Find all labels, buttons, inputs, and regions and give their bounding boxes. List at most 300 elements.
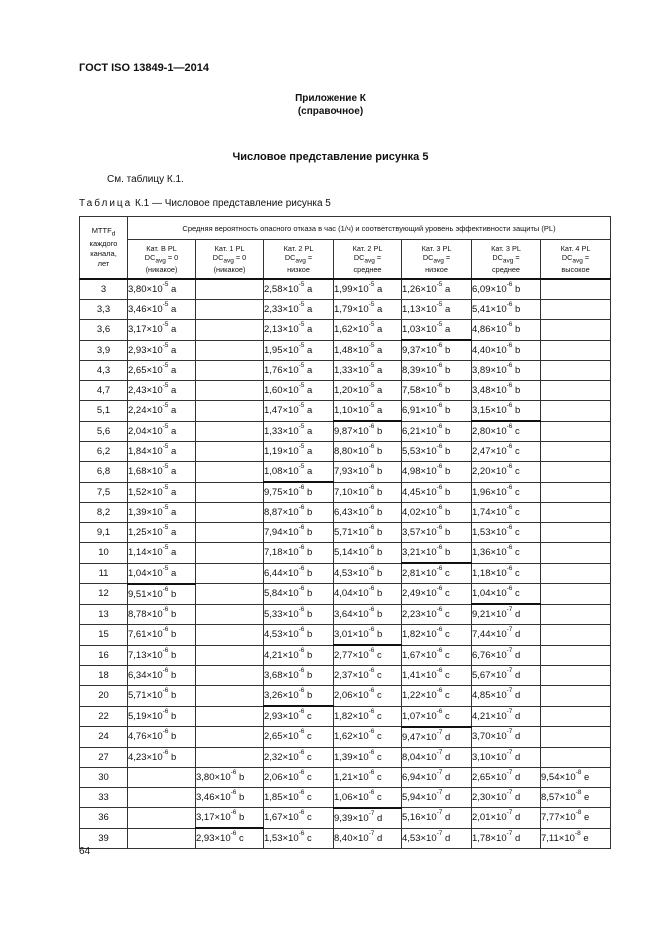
table-row bbox=[80, 767, 611, 787]
value-cell bbox=[128, 523, 196, 543]
value-mantissa: 4,85×10 bbox=[472, 690, 507, 702]
value-exponent: -5 bbox=[298, 362, 305, 369]
mttf-cell: 3,3 bbox=[80, 300, 128, 320]
value-pl: b bbox=[307, 567, 313, 579]
value-cell bbox=[264, 828, 334, 849]
value-exponent: -8 bbox=[575, 788, 582, 796]
value-cell bbox=[541, 340, 611, 361]
value-cell bbox=[402, 482, 472, 503]
value-pl: e bbox=[584, 812, 590, 824]
value-mantissa: 1,52×10 bbox=[128, 486, 163, 498]
value-pl: a bbox=[377, 365, 383, 376]
value-pl: b bbox=[377, 527, 383, 538]
value-pl: b bbox=[307, 670, 313, 681]
value-pl: d bbox=[377, 832, 383, 844]
value-exponent: -5 bbox=[162, 281, 169, 288]
value-exponent: -6 bbox=[436, 504, 443, 511]
value-pl: b bbox=[171, 649, 177, 661]
table-row bbox=[80, 421, 611, 442]
value-cell bbox=[128, 401, 196, 422]
value-cell bbox=[128, 706, 196, 727]
value-exponent: -6 bbox=[506, 281, 513, 288]
value-mantissa: 1,20×10 bbox=[334, 385, 369, 396]
value-cell bbox=[472, 645, 541, 666]
value-mantissa: 2,80×10 bbox=[472, 426, 507, 437]
value-cell bbox=[128, 300, 196, 320]
value-cell bbox=[402, 686, 472, 707]
col-level: (никакое) bbox=[145, 265, 178, 275]
value-pl: b bbox=[377, 507, 383, 518]
mttf-cell: 6,8 bbox=[80, 462, 128, 483]
mttf-cell: 39 bbox=[80, 828, 128, 849]
value-exponent: -5 bbox=[298, 301, 305, 308]
value-exponent: -6 bbox=[436, 565, 443, 572]
value-mantissa: 4,02×10 bbox=[402, 507, 437, 518]
value-mantissa: 2,93×10 bbox=[196, 833, 231, 844]
value-mantissa: 1,74×10 bbox=[472, 507, 507, 518]
value-cell bbox=[541, 666, 611, 686]
value-cell bbox=[196, 645, 264, 666]
value-mantissa: 1,25×10 bbox=[128, 527, 163, 538]
value-exponent: -7 bbox=[506, 626, 513, 634]
value-cell bbox=[264, 482, 334, 503]
value-pl: c bbox=[445, 670, 450, 681]
value-exponent: -6 bbox=[230, 809, 237, 816]
value-cell bbox=[196, 666, 264, 686]
value-cell bbox=[264, 727, 334, 748]
value-exponent: -6 bbox=[298, 829, 305, 837]
value-cell bbox=[128, 666, 196, 686]
value-pl: d bbox=[445, 751, 451, 763]
value-cell bbox=[334, 340, 402, 361]
mttf-cell: 4,7 bbox=[80, 381, 128, 401]
value-exponent: -5 bbox=[162, 301, 169, 308]
mttf-cell: 5,6 bbox=[80, 421, 128, 442]
value-mantissa: 1,82×10 bbox=[402, 629, 437, 641]
value-exponent: -5 bbox=[162, 544, 169, 552]
value-cell bbox=[472, 421, 541, 442]
value-cell bbox=[196, 462, 264, 483]
value-cell bbox=[402, 666, 472, 686]
value-pl: c bbox=[515, 588, 520, 599]
value-cell bbox=[128, 543, 196, 564]
col-dc: DC bbox=[144, 252, 156, 262]
column-header bbox=[196, 240, 264, 280]
mttf-cell: 13 bbox=[80, 604, 128, 625]
value-mantissa: 2,13×10 bbox=[264, 324, 299, 336]
annex-subtitle: (справочное) bbox=[297, 106, 364, 117]
value-pl: b bbox=[377, 608, 383, 620]
value-mantissa: 2,01×10 bbox=[472, 812, 507, 824]
value-exponent: -6 bbox=[436, 646, 443, 654]
col-level: среднее bbox=[353, 265, 382, 275]
value-exponent: -6 bbox=[298, 524, 305, 531]
value-cell bbox=[334, 320, 402, 341]
table-row bbox=[80, 340, 611, 361]
value-exponent: -6 bbox=[436, 544, 443, 551]
column-header bbox=[402, 240, 472, 280]
value-pl: a bbox=[307, 385, 313, 396]
value-pl: c bbox=[515, 486, 520, 498]
value-cell bbox=[472, 727, 541, 748]
column-header bbox=[472, 240, 541, 280]
value-mantissa: 6,34×10 bbox=[128, 670, 163, 681]
value-cell bbox=[402, 503, 472, 523]
value-pl: d bbox=[515, 649, 521, 661]
value-exponent: -6 bbox=[368, 564, 375, 572]
value-mantissa: 1,04×10 bbox=[128, 567, 163, 579]
value-cell bbox=[196, 503, 264, 523]
value-pl: c bbox=[307, 832, 312, 844]
value-cell bbox=[472, 787, 541, 808]
value-cell bbox=[334, 747, 402, 767]
value-pl: a bbox=[307, 324, 313, 336]
value-cell bbox=[541, 787, 611, 808]
value-cell bbox=[541, 604, 611, 625]
document-header: ГОСТ ISO 13849-1—2014 bbox=[79, 62, 209, 74]
mttf-line-1: каждого bbox=[89, 239, 118, 249]
value-cell bbox=[264, 767, 334, 787]
value-cell bbox=[196, 279, 264, 300]
value-cell bbox=[128, 787, 196, 808]
value-mantissa: 1,04×10 bbox=[472, 588, 507, 599]
col-cat: Кат. 2 PL bbox=[352, 243, 383, 253]
mttf-header bbox=[80, 217, 128, 280]
value-exponent: -6 bbox=[162, 728, 169, 736]
value-cell bbox=[472, 381, 541, 401]
value-exponent: -6 bbox=[506, 585, 513, 592]
value-pl: e bbox=[584, 771, 590, 783]
value-pl: b bbox=[445, 405, 451, 417]
table-row bbox=[80, 727, 611, 748]
value-mantissa: 8,39×10 bbox=[402, 365, 437, 376]
value-pl: a bbox=[171, 446, 177, 457]
value-cell bbox=[541, 563, 611, 584]
value-cell bbox=[128, 279, 196, 300]
value-exponent: -6 bbox=[368, 544, 375, 552]
value-exponent: -6 bbox=[368, 504, 375, 511]
value-mantissa: 3,64×10 bbox=[334, 608, 369, 620]
value-cell bbox=[541, 503, 611, 523]
value-cell bbox=[196, 361, 264, 381]
value-mantissa: 6,09×10 bbox=[472, 284, 507, 295]
value-exponent: -7 bbox=[506, 748, 513, 756]
value-exponent: -7 bbox=[436, 728, 443, 736]
value-cell bbox=[196, 625, 264, 646]
value-mantissa: 2,47×10 bbox=[472, 446, 507, 457]
value-pl: a bbox=[171, 344, 177, 356]
mttf-cell: 6,2 bbox=[80, 442, 128, 462]
value-pl: c bbox=[515, 567, 520, 579]
table-row bbox=[80, 279, 611, 300]
value-exponent: -5 bbox=[298, 321, 305, 329]
value-pl: b bbox=[239, 771, 245, 783]
value-pl: d bbox=[515, 791, 521, 803]
value-mantissa: 3,15×10 bbox=[472, 405, 507, 416]
caption-text: К.1 — Числовое представление рисунка 5 bbox=[135, 198, 331, 209]
value-mantissa: 2,23×10 bbox=[402, 608, 437, 620]
value-mantissa: 5,53×10 bbox=[402, 446, 437, 457]
mttf-cell: 27 bbox=[80, 747, 128, 767]
value-exponent: -6 bbox=[368, 707, 375, 715]
value-pl: b bbox=[445, 345, 451, 356]
value-pl: b bbox=[515, 405, 521, 416]
value-exponent: -6 bbox=[162, 585, 169, 593]
value-mantissa: 1,60×10 bbox=[264, 385, 299, 396]
value-cell bbox=[402, 706, 472, 727]
value-mantissa: 5,71×10 bbox=[334, 527, 369, 538]
value-mantissa: 9,39×10 bbox=[334, 812, 369, 824]
value-cell bbox=[196, 482, 264, 503]
value-mantissa: 2,04×10 bbox=[128, 425, 163, 437]
value-mantissa: 3,21×10 bbox=[402, 547, 437, 558]
value-pl: b bbox=[171, 588, 177, 600]
table-row bbox=[80, 828, 611, 849]
col-level: среднее bbox=[491, 265, 520, 275]
col-dc-suffix: = bbox=[582, 252, 590, 262]
value-pl: b bbox=[171, 629, 177, 641]
col-dc-sub: avg bbox=[155, 257, 166, 265]
value-mantissa: 4,53×10 bbox=[334, 567, 369, 579]
value-mantissa: 9,87×10 bbox=[334, 426, 369, 437]
table-caption bbox=[79, 198, 331, 209]
value-mantissa: 8,87×10 bbox=[264, 507, 299, 518]
value-pl: a bbox=[171, 324, 177, 336]
col-dc-sub: avg bbox=[572, 257, 583, 265]
value-pl: c bbox=[377, 690, 382, 702]
value-mantissa: 1,18×10 bbox=[472, 567, 507, 579]
value-mantissa: 4,21×10 bbox=[264, 649, 299, 661]
value-cell bbox=[472, 503, 541, 523]
value-mantissa: 2,30×10 bbox=[472, 791, 507, 803]
value-pl: b bbox=[307, 547, 313, 559]
value-mantissa: 1,62×10 bbox=[334, 731, 369, 743]
value-cell bbox=[541, 584, 611, 605]
value-cell bbox=[128, 503, 196, 523]
value-exponent: -8 bbox=[575, 768, 582, 776]
value-exponent: -6 bbox=[436, 707, 443, 715]
value-mantissa: 1,48×10 bbox=[334, 344, 369, 356]
value-mantissa: 1,08×10 bbox=[264, 466, 299, 477]
value-mantissa: 7,44×10 bbox=[472, 629, 507, 641]
value-pl: a bbox=[171, 466, 177, 478]
value-pl: b bbox=[377, 446, 383, 457]
value-pl: b bbox=[445, 446, 451, 457]
value-exponent: -6 bbox=[368, 463, 375, 471]
value-mantissa: 2,65×10 bbox=[128, 365, 163, 376]
col-dc-suffix: = bbox=[513, 252, 520, 262]
value-exponent: -5 bbox=[298, 402, 305, 410]
value-exponent: -6 bbox=[298, 484, 305, 491]
value-cell bbox=[541, 381, 611, 401]
value-pl: b bbox=[445, 527, 451, 538]
value-exponent: -7 bbox=[368, 829, 375, 837]
value-exponent: -6 bbox=[298, 646, 305, 654]
value-cell bbox=[128, 767, 196, 787]
value-cell bbox=[264, 361, 334, 381]
value-cell bbox=[128, 747, 196, 767]
value-pl: c bbox=[239, 833, 244, 844]
value-cell bbox=[264, 320, 334, 341]
value-cell bbox=[128, 381, 196, 401]
value-mantissa: 1,53×10 bbox=[472, 527, 507, 538]
value-pl: d bbox=[515, 751, 521, 763]
table-row bbox=[80, 625, 611, 646]
value-mantissa: 1,14×10 bbox=[128, 547, 163, 559]
value-mantissa: 1,85×10 bbox=[264, 791, 299, 803]
value-cell bbox=[196, 543, 264, 564]
value-exponent: -6 bbox=[436, 402, 443, 410]
value-exponent: -5 bbox=[162, 504, 169, 511]
value-mantissa: 1,13×10 bbox=[402, 304, 437, 315]
value-pl: d bbox=[515, 771, 521, 783]
value-pl: c bbox=[307, 751, 312, 763]
value-cell bbox=[264, 381, 334, 401]
mttf-cell: 11 bbox=[80, 563, 128, 584]
value-pl: c bbox=[377, 710, 382, 722]
value-cell bbox=[402, 361, 472, 381]
value-pl: b bbox=[171, 751, 177, 763]
value-mantissa: 3,89×10 bbox=[472, 365, 507, 376]
value-pl: a bbox=[377, 385, 383, 396]
value-pl: b bbox=[307, 690, 313, 701]
col-dc: DC bbox=[422, 252, 434, 262]
value-cell bbox=[334, 666, 402, 686]
value-exponent: -5 bbox=[368, 402, 375, 409]
value-pl: d bbox=[445, 791, 451, 803]
value-mantissa: 9,47×10 bbox=[402, 731, 437, 743]
value-cell bbox=[472, 401, 541, 422]
value-pl: a bbox=[307, 425, 313, 437]
value-mantissa: 8,04×10 bbox=[402, 751, 437, 763]
value-cell bbox=[472, 666, 541, 686]
value-pl: c bbox=[307, 771, 312, 783]
value-cell bbox=[472, 584, 541, 605]
table-row bbox=[80, 584, 611, 605]
value-pl: b bbox=[239, 812, 245, 823]
value-cell bbox=[541, 808, 611, 829]
value-pl: a bbox=[171, 567, 177, 579]
value-mantissa: 4,23×10 bbox=[128, 751, 163, 763]
value-cell bbox=[402, 462, 472, 483]
value-pl: d bbox=[445, 771, 451, 783]
value-cell bbox=[472, 482, 541, 503]
value-mantissa: 1,36×10 bbox=[472, 547, 507, 559]
value-mantissa: 7,94×10 bbox=[264, 527, 299, 538]
value-exponent: -6 bbox=[368, 728, 375, 736]
mttf-cell: 9,1 bbox=[80, 523, 128, 543]
value-exponent: -6 bbox=[506, 524, 513, 531]
value-pl: b bbox=[307, 507, 313, 518]
value-cell bbox=[472, 808, 541, 829]
value-mantissa: 1,41×10 bbox=[402, 670, 437, 681]
value-cell bbox=[472, 706, 541, 727]
col-cat: Кат. 4 PL bbox=[560, 243, 591, 253]
value-pl: a bbox=[307, 466, 313, 477]
value-exponent: -6 bbox=[368, 788, 375, 796]
value-pl: b bbox=[377, 629, 383, 640]
value-pl: b bbox=[377, 486, 383, 498]
value-pl: c bbox=[515, 446, 520, 457]
value-cell bbox=[196, 828, 264, 849]
value-mantissa: 3,70×10 bbox=[472, 731, 507, 743]
value-cell bbox=[334, 625, 402, 646]
table-row bbox=[80, 442, 611, 462]
value-mantissa: 1,07×10 bbox=[402, 710, 437, 722]
value-mantissa: 3,57×10 bbox=[402, 527, 437, 538]
value-exponent: -5 bbox=[298, 382, 305, 389]
table-row bbox=[80, 482, 611, 503]
value-cell bbox=[196, 421, 264, 442]
value-exponent: -6 bbox=[506, 504, 513, 511]
value-pl: a bbox=[377, 304, 383, 315]
value-pl: b bbox=[307, 588, 313, 600]
value-exponent: -5 bbox=[298, 341, 305, 349]
value-mantissa: 1,39×10 bbox=[334, 751, 369, 763]
value-exponent: -5 bbox=[368, 301, 375, 308]
value-mantissa: 7,61×10 bbox=[128, 629, 163, 641]
value-pl: a bbox=[377, 284, 383, 295]
value-mantissa: 1,99×10 bbox=[334, 284, 369, 295]
value-mantissa: 7,58×10 bbox=[402, 385, 437, 396]
value-cell bbox=[196, 523, 264, 543]
table-row bbox=[80, 381, 611, 401]
value-cell bbox=[472, 686, 541, 707]
value-mantissa: 1,67×10 bbox=[264, 812, 299, 824]
value-pl: c bbox=[515, 507, 520, 518]
value-pl: b bbox=[445, 365, 451, 376]
value-exponent: -6 bbox=[436, 626, 443, 634]
value-cell bbox=[264, 584, 334, 605]
value-exponent: -6 bbox=[436, 422, 443, 430]
mttf-cell: 22 bbox=[80, 706, 128, 727]
value-pl: a bbox=[171, 547, 177, 559]
value-mantissa: 9,51×10 bbox=[128, 588, 163, 600]
value-mantissa: 7,11×10 bbox=[541, 832, 575, 844]
value-exponent: -6 bbox=[368, 748, 375, 756]
value-cell bbox=[472, 543, 541, 564]
value-cell bbox=[128, 686, 196, 707]
value-mantissa: 5,94×10 bbox=[402, 791, 437, 803]
value-exponent: -6 bbox=[506, 463, 513, 471]
value-mantissa: 6,94×10 bbox=[402, 771, 437, 783]
col-dc: DC bbox=[492, 252, 503, 262]
value-cell bbox=[472, 279, 541, 300]
value-mantissa: 1,19×10 bbox=[264, 446, 299, 457]
value-mantissa: 3,01×10 bbox=[334, 629, 369, 640]
value-cell bbox=[334, 462, 402, 483]
table-row bbox=[80, 523, 611, 543]
value-exponent: -5 bbox=[162, 402, 169, 410]
value-exponent: -6 bbox=[506, 564, 513, 572]
value-exponent: -8 bbox=[575, 809, 582, 817]
value-cell bbox=[196, 808, 264, 829]
value-mantissa: 5,19×10 bbox=[128, 710, 163, 722]
mttf-cell: 5,1 bbox=[80, 401, 128, 422]
value-cell bbox=[196, 442, 264, 462]
value-pl: c bbox=[445, 608, 450, 620]
value-cell bbox=[128, 727, 196, 748]
value-mantissa: 9,37×10 bbox=[402, 345, 437, 356]
value-exponent: -6 bbox=[298, 809, 305, 817]
value-pl: d bbox=[515, 629, 521, 641]
value-pl: a bbox=[377, 344, 383, 356]
value-exponent: -5 bbox=[298, 422, 305, 430]
value-pl: b bbox=[171, 690, 177, 702]
value-mantissa: 4,98×10 bbox=[402, 466, 437, 478]
value-exponent: -7 bbox=[506, 667, 513, 674]
value-exponent: -6 bbox=[298, 768, 305, 776]
